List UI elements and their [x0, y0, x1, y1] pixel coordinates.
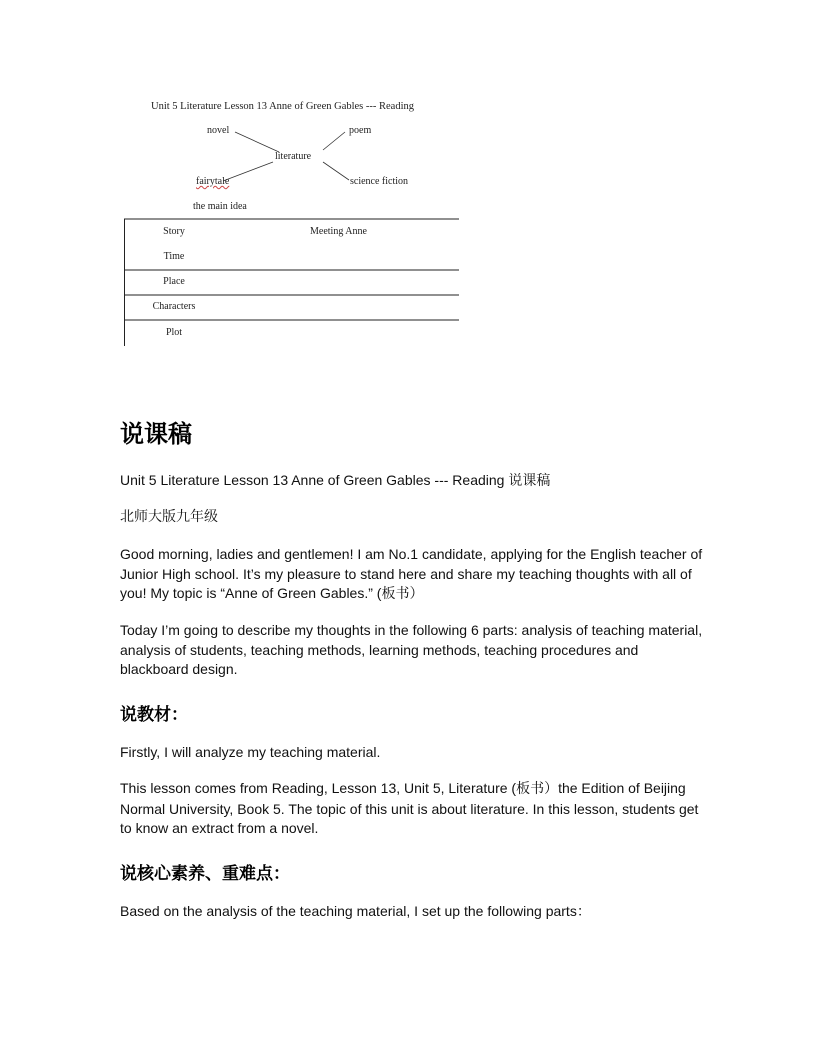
row-label-characters: Characters: [152, 301, 196, 312]
subtitle-text: Unit 5 Literature Lesson 13 Anne of Green Gables --- Reading: [120, 472, 505, 488]
row-label-plot: Plot: [165, 327, 183, 338]
row-label-story: Story: [163, 226, 185, 237]
node-literature: literature: [275, 151, 312, 162]
section-heading-core-literacy: 说核心素养、重难点：: [120, 864, 290, 884]
paragraph-material-2-b: the Edition of Beijing Normal University, Book 5. The topic of this unit is about literature. In this lesson, students get to know an extract from a novel.: [120, 780, 699, 836]
paragraph-material-2: [120, 779, 705, 839]
node-fairytale: fairytale: [196, 176, 230, 187]
paragraph-material-1: Firstly, I will analyze my teaching material.: [120, 744, 381, 760]
board-title: Unit 5 Literature Lesson 13 Anne of Green Gables --- Reading: [151, 101, 415, 112]
paragraph-intro-cjk: 板书）: [381, 586, 424, 602]
paragraph-core-literacy-1-text: Based on the analysis of the teaching material, I set up the following parts: [120, 903, 577, 919]
page-title: 说课稿: [120, 420, 192, 448]
paragraph-core-literacy-1-cjk: ：: [576, 904, 591, 920]
main-idea-label: the main idea: [193, 201, 247, 212]
node-novel: novel: [207, 125, 230, 136]
paragraph-material-2-cjk: 板书）: [516, 781, 559, 797]
subtitle-cjk: 说课稿: [508, 473, 551, 489]
row-label-place: Place: [163, 276, 185, 287]
paragraph-intro-text: Good morning, ladies and gentlemen! I am No.1 candidate, applying for the English teacher of Junior High school. It’s my pleasure to stand here and share my teaching thoughts with all of you! My topic is “Anne of Green Gables.” (: [120, 546, 703, 601]
node-poem: poem: [349, 125, 372, 136]
paragraph-material-2-a: This lesson comes from Reading, Lesson 13, Unit 5, Literature (: [120, 780, 517, 796]
section-heading-material: 说教材：: [120, 705, 188, 725]
blackboard-design-figure: [123, 98, 463, 348]
paragraph-intro: [120, 545, 705, 605]
grade-line: 北师大版九年级: [120, 509, 218, 525]
subtitle: [120, 471, 705, 492]
paragraph-outline: Today I’m going to describe my thoughts in the following 6 parts: analysis of teaching material, analysis of students, teaching methods, learning methods, teaching procedures and blackboard design.: [120, 622, 703, 677]
node-science-fiction: science fiction: [350, 176, 409, 187]
story-value: Meeting Anne: [310, 226, 367, 237]
row-label-time: Time: [163, 251, 185, 262]
paragraph-core-literacy-1: [120, 902, 705, 923]
